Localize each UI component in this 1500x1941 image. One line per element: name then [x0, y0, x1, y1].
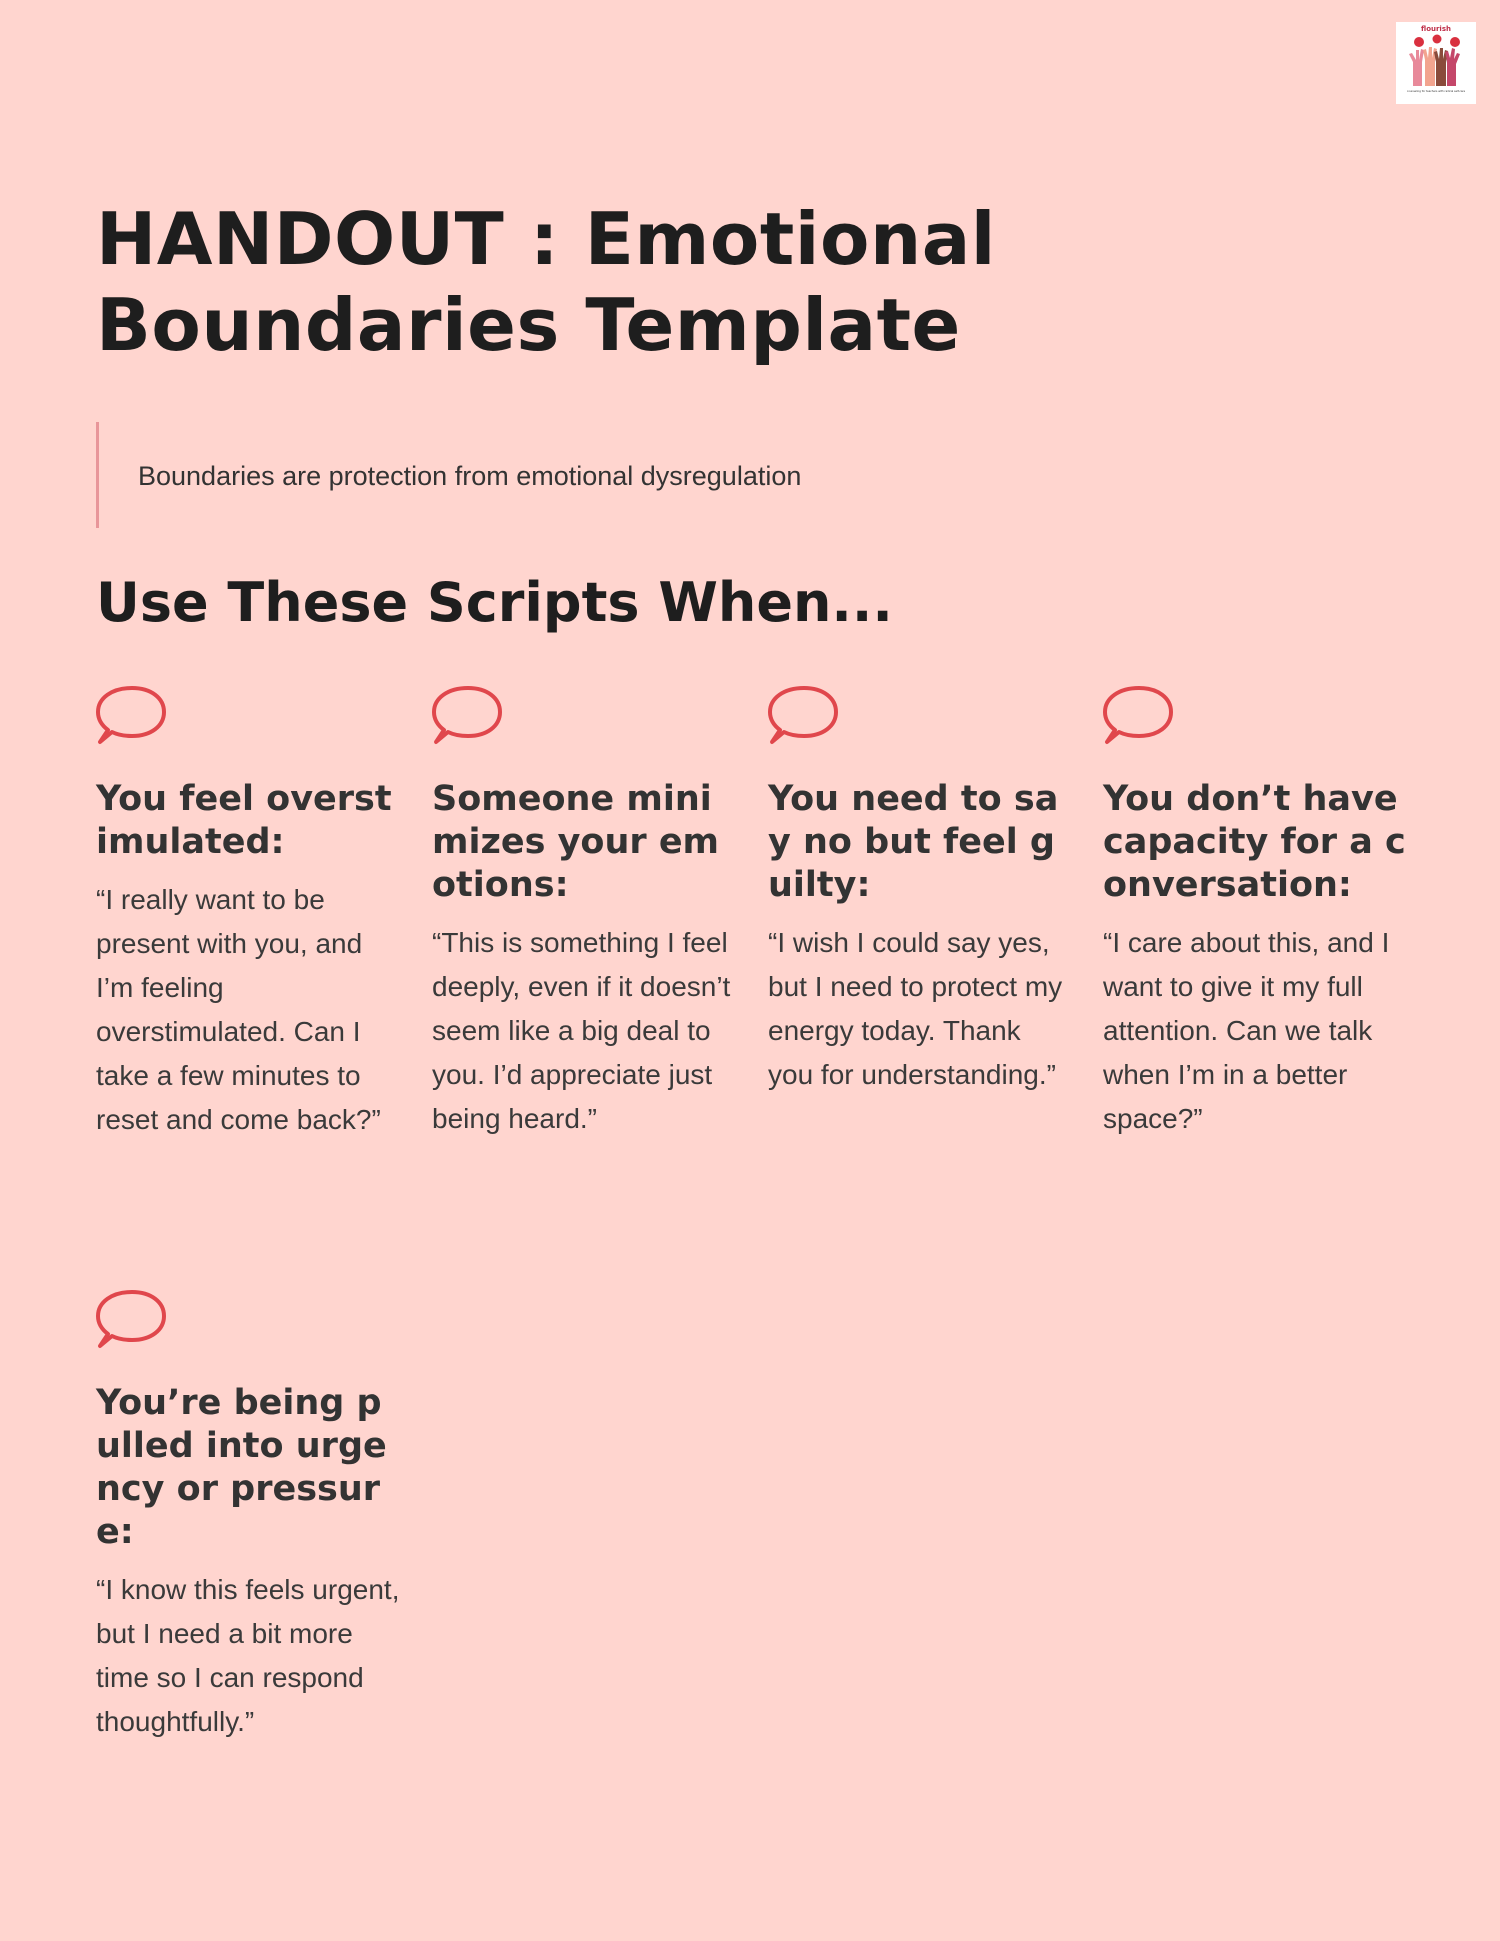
card-script: “I know this feels urgent, but I need a bit more time so I can respond thoughtfully.”: [96, 1574, 400, 1737]
speech-bubble-icon: [96, 684, 166, 746]
quote-accent-bar: [96, 422, 99, 528]
pull-quote: Boundaries are protection from emotional dysregulation: [138, 461, 802, 491]
script-card-overstimulated: [96, 684, 401, 1142]
script-card-urgency: [96, 1288, 401, 1744]
page-title: HANDOUT : Emotional Boundaries Template: [96, 197, 996, 367]
flourish-logo: [1396, 22, 1476, 104]
card-script: “This is something I feel deeply, even if it doesn’t seem like a big deal to you. I’d appreciate just being heard.”: [432, 927, 731, 1134]
card-script: “I wish I could say yes, but I need to protect my energy today. Thank you for understanding.”: [768, 927, 1063, 1090]
logo-name: flourish: [1421, 25, 1451, 33]
card-script: “I care about this, and I want to give it my full attention. Can we talk when I’m in a better space?”: [1103, 927, 1390, 1134]
card-heading: You’re being pulled into urgency or pressure:: [96, 1383, 387, 1552]
script-card-minimized: [432, 684, 737, 1141]
speech-bubble-icon: [1103, 684, 1173, 746]
speech-bubble-icon: [96, 1288, 166, 1350]
section-heading: Use These Scripts When...: [96, 571, 893, 634]
card-heading: You need to say no but feel guilty:: [768, 779, 1059, 905]
card-heading: You feel overstimulated:: [96, 779, 392, 862]
speech-bubble-icon: [768, 684, 838, 746]
logo-tagline: counseling for teachers with radical self-care: [1406, 90, 1466, 93]
card-script: “I really want to be present with you, and I’m feeling overstimulated. Can I take a few minutes to reset and come back?”: [96, 884, 381, 1135]
script-card-no-capacity: [1103, 684, 1408, 1141]
script-card-say-no: [768, 684, 1073, 1097]
card-heading: You don’t have capacity for a conversation:: [1103, 779, 1406, 905]
speech-bubble-icon: [432, 684, 502, 746]
card-heading: Someone minimizes your emotions:: [432, 779, 720, 905]
raised-hands-logo-icon: [1399, 34, 1473, 90]
